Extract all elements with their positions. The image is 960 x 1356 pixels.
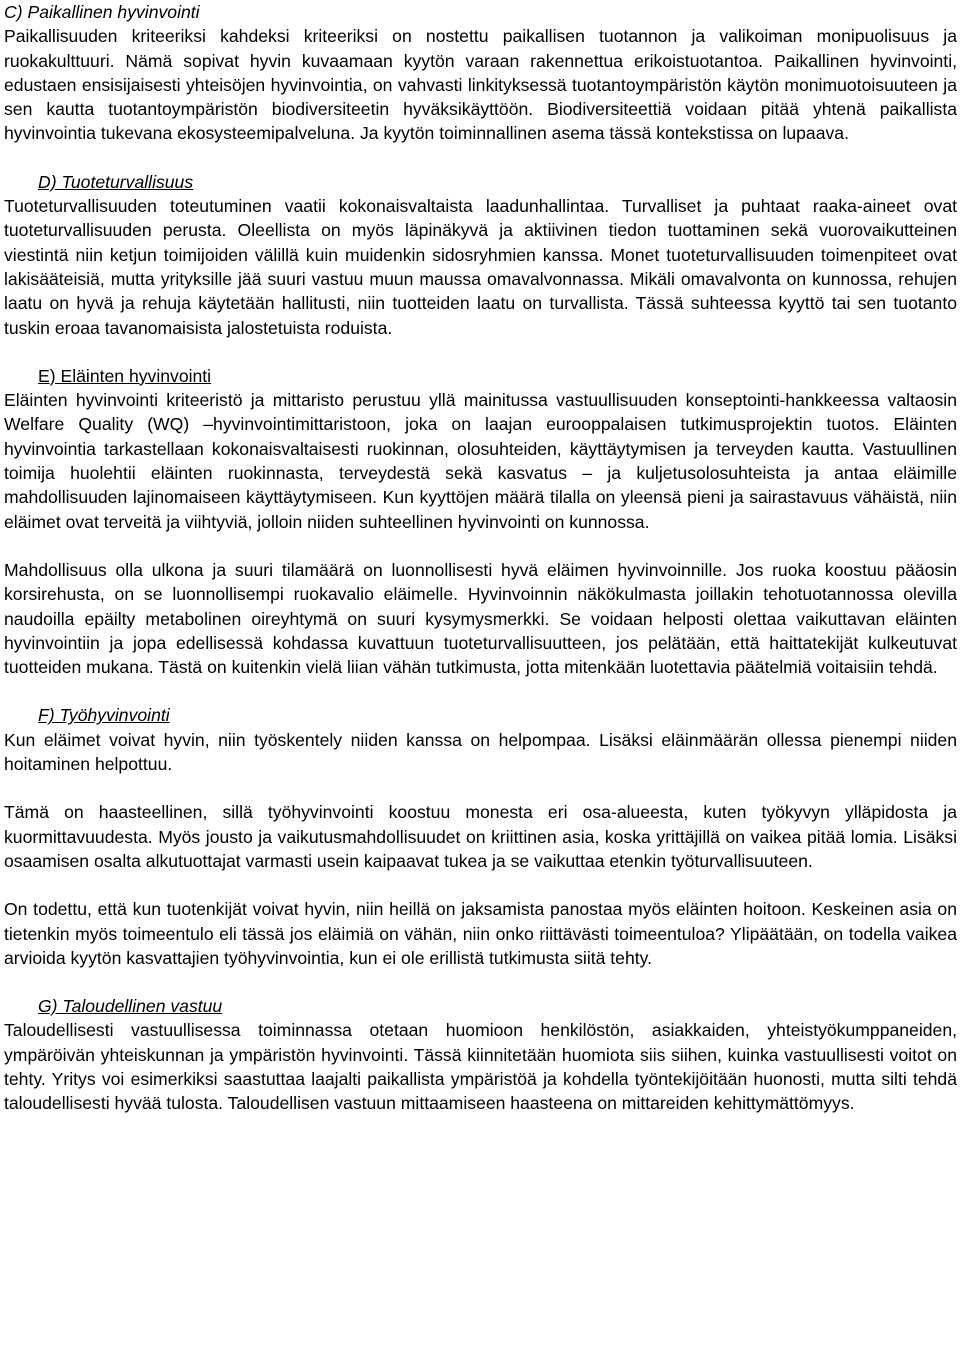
section-heading-text: G) Taloudellinen vastuu: [38, 996, 223, 1017]
paragraph: Tämä on haasteellinen, sillä työhyvinvointi koostuu monesta eri osa-alueesta, kuten työkyvyn ylläpidosta ja kuormittavuudesta. Myös jousto ja vaikutusmahdollisuudet on kriittinen asia, koska yrittäjillä on vaikea pitää lomia. Lisäksi osaamisen osalta alkutuottajat varmasti usein kaipaavat tukea ja se vaikuttaa etenkin työturvallisuuteen.: [4, 802, 957, 871]
paragraph: Mahdollisuus olla ulkona ja suuri tilamäärä on luonnollisesti hyvä eläimen hyvinvoinnille. Jos ruoka koostuu pääosin korsirehusta, on se luonnollisempi ruokavalio eläimelle. Hyvinvoinnin näkökulmasta joillakin tehotuotannossa olevilla naudoilla epäilty metabolinen oireyhtymä on suuri kysymysmerkki. Se voidaan helposti olettaa vaikuttavan eläinten hyvinvointiin ja jopa edellisessä kohdassa kuvattuun tuoteturvallisuutteen, jos pelätään, että haittatekijät kulkeutuvat tuotteiden mukana. Tästä on kuitenkin vielä liian vähän tutkimusta, jotta mitenkään luotettavia päätelmiä voitaisiin tehdä.: [4, 559, 957, 678]
section-heading-text: F) Työhyvinvointi: [38, 705, 170, 726]
paragraph: Taloudellisesti vastuullisessa toiminnassa otetaan huomioon henkilöstön, asiakkaiden, yhteistyökumppaneiden, ympäröivän yhteiskunnan ja ympäristön hyvinvointi. Tässä kiinnitetään huomiota siis siihen, kuinka vastuullisesti voitot on tehty. Yritys voi esimerkiksi saastuttaa laajalti paikallista ympäristöä ja kohdella työntekijöitään huonosti, mutta silti tehdä taloudellisesti hyvää tulosta. Taloudellisen vastuun mittaamiseen haasteena on mittareiden kehittymättömyys.: [4, 1020, 957, 1114]
section-heading: [4, 994, 957, 1018]
paragraph: On todettu, että kun tuotenkijät voivat hyvin, niin heillä on jaksamista panostaa myös eläinten hoitoon. Keskeinen asia on tietenkin myös toimeentulo eli tässä jos eläimiä on vähän, niin onko riittävästi toimeentuloa? Ylipäätään, on todella vaikea arvioida kyytön kasvattajien työhyvinvointia, kun ei ole erillistä tutkimusta siitä tehty.: [4, 899, 957, 968]
document-page: [4, 0, 957, 1116]
paragraph: Tuoteturvallisuuden toteutuminen vaatii kokonaisvaltaista laadunhallintaa. Turvalliset ja puhtaat raaka-aineet ovat tuoteturvallisuuden perusta. Oleellista on myös läpinäkyvä ja aktiivinen tiedon tuottaminen sekä vuorovaikutteinen viestintä niin ketjun toimijoiden välillä kuin muidenkin sidosryhmien kanssa. Monet tuoteturvallisuuden toimenpiteet ovat lakisääteisiä, mutta yrityksille jää suuri vastuu muun maussa omavalvonnassa. Mikäli omavalvonta on kunnossa, rehujen laatu on hyvä ja rehuja käytetään hallitusti, niin tuotteiden laatu on turvallista. Tässä suhteessa kyyttö tai sen tuotanto tuskin eroaa tavanomaisista jalostetuista roduista.: [4, 196, 957, 338]
section-g: [4, 994, 957, 1115]
section-heading-text: D) Tuoteturvallisuus: [38, 171, 194, 192]
section-d: [4, 170, 957, 340]
section-f: [4, 703, 957, 970]
section-e: [4, 364, 957, 680]
section-heading: [4, 364, 957, 388]
section-heading: C) Paikallinen hyvinvointi: [4, 2, 200, 22]
section-heading-text: E) Eläinten hyvinvointi: [38, 365, 212, 386]
section-c: [4, 0, 957, 146]
paragraph: Eläinten hyvinvointi kriteeristö ja mittaristo perustuu yllä mainitussa vastuullisuuden konseptointi-hankkeessa valtaosin Welfare Quality (WQ) –hyvinvointimittaristoon, joka on laajan eurooppalaisen tutkimusprojektin tuotos. Eläinten hyvinvointia tarkastellaan kokonaisvaltaisesti ruokinnan, olosuhteiden, käyttäytymisen ja terveyden kautta. Vastuullinen toimija huolehtii eläinten ruokinnasta, terveydestä sekä kasvatus – ja kuljetusolosuhteista ja antaa eläimille mahdollisuuden lajinomaiseen käyttäytymiseen. Kun kyyttöjen määrä tilalla on yleensä pieni ja sairastavuus vähäistä, niin eläimet ovat terveitä ja viihtyviä, jolloin niiden suhteellinen hyvinvointi on kunnossa.: [4, 390, 957, 532]
paragraph: Paikallisuuden kriteeriksi kahdeksi kriteeriksi on nostettu paikallisen tuotannon ja valikoiman monipuolisuus ja ruokakulttuuri. Nämä sopivat hyvin kuvaamaan kyytön varaan rakennettua erikoistuotantoa. Paikallinen hyvinvointi, edustaen ensisijaisesti yhteisöjen hyvinvointia, on vahvasti linkityksessä tuotantoympäristön käytön monimuotoisuuteen ja sen kautta tuotantoympäristön biodiversiteetin hyväksikäyttöön. Biodiversiteettiä voidaan pitää yhtenä paikallista hyvinvointia tukevana ekosysteemipalveluna. Ja kyytön toiminnallinen asema tässä kontekstissa on lupaava.: [4, 26, 957, 144]
section-heading: [4, 170, 957, 194]
section-heading: [4, 703, 957, 727]
paragraph: Kun eläimet voivat hyvin, niin työskentely niiden kanssa on helpompaa. Lisäksi eläinmäärän ollessa pienempi niiden hoitaminen helpottuu.: [4, 729, 957, 775]
